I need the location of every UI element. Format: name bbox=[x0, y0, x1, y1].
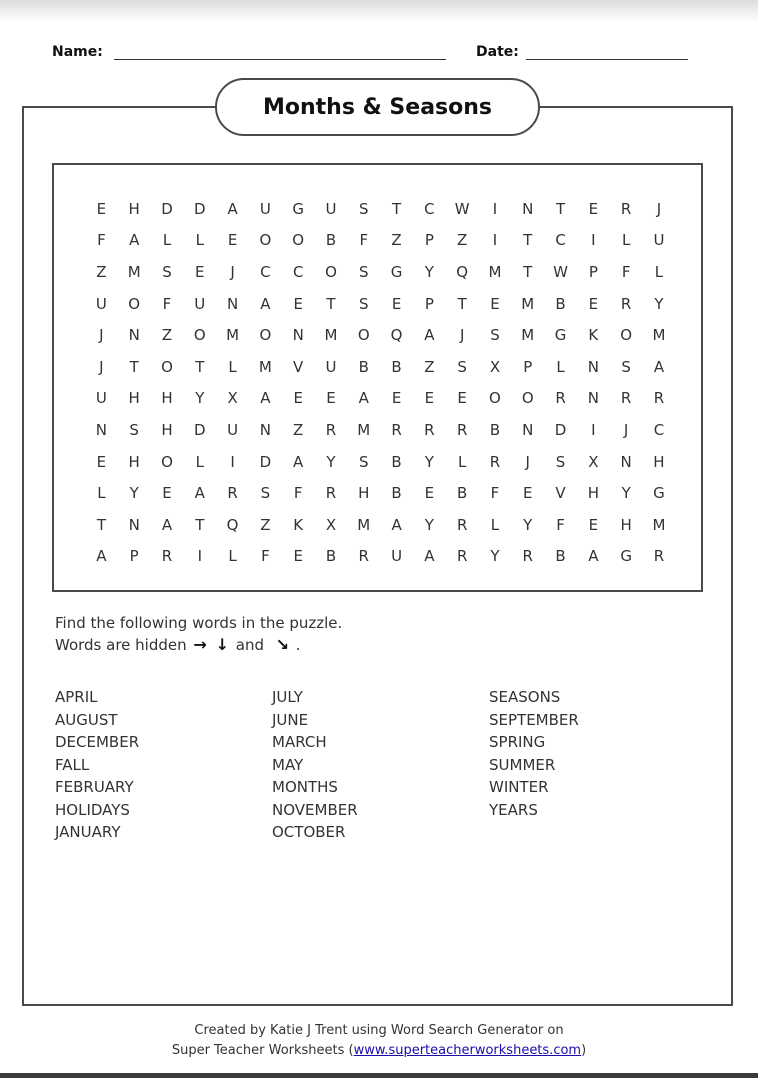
grid-letter: S bbox=[129, 420, 139, 439]
grid-letter: K bbox=[588, 326, 599, 345]
grid-row bbox=[85, 446, 675, 478]
grid-letter: M bbox=[652, 515, 666, 534]
arrow-down-icon: ↓ bbox=[215, 635, 229, 654]
grid-letter: U bbox=[325, 199, 337, 218]
grid-letter: M bbox=[521, 326, 535, 345]
grid-letter: E bbox=[523, 484, 533, 503]
grid-letter: A bbox=[260, 389, 271, 408]
grid-row bbox=[85, 541, 675, 573]
grid-row bbox=[85, 414, 675, 446]
grid-letter: Y bbox=[424, 262, 434, 281]
grid-letter: N bbox=[259, 420, 271, 439]
grid-letter: R bbox=[620, 389, 632, 408]
grid-letter: Z bbox=[161, 326, 173, 345]
grid-letter: F bbox=[162, 294, 172, 313]
grid-letter: S bbox=[359, 294, 369, 313]
grid-letter: T bbox=[555, 199, 566, 218]
grid-letter: M bbox=[357, 515, 371, 534]
grid-letter: E bbox=[293, 547, 303, 566]
grid-letter: J bbox=[623, 420, 629, 439]
grid-letter: E bbox=[96, 452, 107, 471]
grid-letter: R bbox=[358, 547, 369, 566]
grid-letter: E bbox=[195, 262, 205, 281]
grid-letter: A bbox=[227, 199, 238, 218]
grid-letter: P bbox=[424, 294, 434, 313]
word-item: DECEMBER bbox=[55, 733, 140, 751]
grid-letter: A bbox=[391, 515, 402, 534]
grid-letter: J bbox=[459, 326, 465, 345]
grid-letter: I bbox=[230, 452, 235, 471]
name-label: Name: bbox=[52, 44, 103, 60]
grid-letter: B bbox=[489, 420, 501, 439]
word-item: MONTHS bbox=[272, 778, 338, 796]
grid-letter: D bbox=[161, 199, 173, 218]
grid-letter: S bbox=[359, 199, 369, 218]
name-line bbox=[114, 59, 446, 60]
grid-letter: U bbox=[227, 420, 239, 439]
grid-letter: R bbox=[653, 547, 665, 566]
grid-letter: F bbox=[490, 484, 500, 503]
grid-letter: H bbox=[161, 420, 173, 439]
word-item: APRIL bbox=[55, 688, 98, 706]
grid-letter: E bbox=[391, 294, 402, 313]
word-item: SEPTEMBER bbox=[489, 710, 579, 729]
grid-letter: M bbox=[258, 357, 272, 376]
grid-letter: E bbox=[588, 294, 599, 313]
grid-letter: Y bbox=[424, 515, 434, 534]
grid-letter: I bbox=[591, 420, 596, 439]
grid-letter: O bbox=[357, 326, 370, 345]
grid-letter: J bbox=[656, 199, 662, 218]
grid-letter: C bbox=[653, 420, 665, 439]
grid-letter: W bbox=[553, 262, 568, 281]
word-list-column-1 bbox=[55, 686, 139, 844]
grid-letter: S bbox=[162, 262, 172, 281]
grid-letter: S bbox=[260, 484, 271, 503]
grid-letter: D bbox=[194, 199, 206, 218]
grid-letter: O bbox=[193, 326, 206, 345]
grid-letter: B bbox=[391, 357, 402, 376]
grid-letter: O bbox=[259, 231, 272, 250]
grid-letter: R bbox=[456, 547, 468, 566]
grid-letter: M bbox=[127, 262, 141, 281]
grid-letter: Y bbox=[129, 484, 139, 503]
grid-letter: R bbox=[227, 484, 238, 503]
grid-letter: Z bbox=[424, 357, 435, 376]
grid-row bbox=[85, 288, 675, 320]
grid-letter: P bbox=[424, 231, 434, 250]
grid-letter: E bbox=[227, 231, 238, 250]
grid-letter: Q bbox=[456, 262, 469, 281]
grid-letter: L bbox=[162, 231, 172, 250]
grid-row bbox=[85, 193, 675, 225]
grid-letter: M bbox=[357, 420, 371, 439]
grid-letter: A bbox=[293, 452, 304, 471]
grid-letter: O bbox=[521, 389, 534, 408]
grid-letter: O bbox=[161, 357, 173, 376]
grid-letter: R bbox=[489, 452, 501, 471]
grid-letter: M bbox=[324, 326, 338, 345]
grid-letter: T bbox=[457, 294, 467, 313]
grid-letter: A bbox=[424, 326, 435, 345]
top-shade bbox=[0, 0, 758, 22]
grid-letter: E bbox=[424, 389, 435, 408]
grid-letter: R bbox=[456, 515, 468, 534]
grid-letter: E bbox=[391, 389, 402, 408]
grid-letter: E bbox=[588, 515, 599, 534]
grid-letter: J bbox=[99, 326, 104, 345]
grid-letter: L bbox=[621, 231, 631, 250]
grid-letter: J bbox=[99, 357, 104, 376]
grid-letter: E bbox=[490, 294, 500, 313]
grid-row bbox=[85, 319, 675, 351]
grid-letter: X bbox=[489, 357, 501, 376]
grid-letter: H bbox=[128, 389, 140, 408]
grid-letter: N bbox=[587, 389, 599, 408]
grid-letter: U bbox=[653, 231, 665, 250]
grid-letter: Z bbox=[96, 262, 107, 281]
grid-letter: N bbox=[292, 326, 304, 345]
grid-letter: Y bbox=[424, 452, 434, 471]
grid-letter: S bbox=[621, 357, 631, 376]
grid-letter: I bbox=[197, 547, 202, 566]
grid-letter: M bbox=[226, 326, 240, 345]
grid-letter: R bbox=[391, 420, 402, 439]
grid-letter: H bbox=[620, 515, 632, 534]
grid-letter: H bbox=[128, 199, 140, 218]
grid-letter: E bbox=[162, 484, 172, 503]
date-label: Date: bbox=[476, 44, 519, 60]
grid-letter: N bbox=[95, 420, 108, 439]
grid-letter: S bbox=[457, 357, 467, 376]
grid-letter: A bbox=[358, 389, 369, 408]
grid-letter: R bbox=[325, 484, 337, 503]
word-item: SEASONS bbox=[489, 688, 561, 706]
grid-letter: F bbox=[293, 484, 303, 503]
grid-letter: G bbox=[390, 262, 403, 281]
grid-letter: R bbox=[456, 420, 468, 439]
grid-letter: U bbox=[259, 199, 271, 218]
grid-letter: A bbox=[260, 294, 271, 313]
grid-letter: Y bbox=[654, 294, 664, 313]
arrow-diagonal-icon: ↘ bbox=[275, 635, 289, 654]
grid-letter: C bbox=[292, 262, 304, 281]
grid-letter: O bbox=[259, 326, 272, 345]
grid-letter: Z bbox=[457, 231, 468, 250]
grid-letter: X bbox=[325, 515, 337, 534]
grid-letter: Y bbox=[326, 452, 336, 471]
grid-letter: R bbox=[620, 199, 632, 218]
grid-letter: M bbox=[521, 294, 535, 313]
grid-letter: B bbox=[358, 357, 369, 376]
word-item: OCTOBER bbox=[272, 823, 346, 841]
grid-row bbox=[85, 351, 675, 383]
grid-letter: F bbox=[556, 515, 565, 534]
grid-letter: I bbox=[492, 231, 498, 250]
grid-letter: B bbox=[457, 484, 468, 503]
grid-letter: E bbox=[326, 389, 336, 408]
word-item: YEARS bbox=[489, 800, 538, 819]
date-line bbox=[526, 59, 688, 60]
grid-letter: G bbox=[554, 326, 567, 345]
grid-letter: M bbox=[488, 262, 502, 281]
grid-letter: X bbox=[588, 452, 599, 471]
grid-letter: Z bbox=[260, 515, 271, 534]
grid-letter: E bbox=[588, 199, 599, 218]
word-item: AUGUST bbox=[55, 710, 118, 729]
grid-letter: B bbox=[391, 452, 402, 471]
grid-letter: F bbox=[261, 547, 270, 566]
grid-letter: D bbox=[554, 420, 567, 439]
grid-letter: L bbox=[490, 515, 500, 534]
grid-letter: O bbox=[620, 326, 633, 345]
grid-letter: X bbox=[227, 389, 238, 408]
grid-letter: F bbox=[359, 231, 369, 250]
grid-letter: A bbox=[424, 547, 435, 566]
grid-letter: S bbox=[359, 262, 369, 281]
grid-letter: G bbox=[653, 484, 665, 503]
grid-letter: A bbox=[161, 515, 173, 534]
word-item: JULY bbox=[272, 688, 303, 706]
grid-letter: O bbox=[489, 389, 501, 408]
grid-letter: H bbox=[161, 389, 173, 408]
grid-letter: L bbox=[654, 262, 664, 281]
grid-letter: O bbox=[128, 294, 141, 313]
grid-letter: Q bbox=[226, 515, 239, 534]
grid-letter: T bbox=[523, 262, 533, 281]
grid-letter: H bbox=[358, 484, 370, 503]
grid-letter: L bbox=[556, 357, 565, 376]
grid-letter: C bbox=[424, 199, 435, 218]
grid-letter: D bbox=[259, 452, 272, 471]
grid-letter: L bbox=[195, 231, 204, 250]
grid-letter: N bbox=[128, 326, 140, 345]
grid-letter: K bbox=[293, 515, 304, 534]
grid-letter: G bbox=[292, 199, 304, 218]
grid-letter: Y bbox=[195, 389, 205, 408]
grid-letter: L bbox=[97, 484, 106, 503]
grid-letter: H bbox=[653, 452, 665, 471]
word-item: SUMMER bbox=[489, 755, 556, 774]
grid-letter: R bbox=[522, 547, 533, 566]
grid-letter: L bbox=[195, 452, 204, 471]
grid-letter: U bbox=[95, 294, 107, 313]
grid-letter: W bbox=[454, 199, 470, 218]
footer-credit bbox=[0, 1021, 758, 1061]
grid-letter: T bbox=[326, 294, 336, 313]
grid-letter: R bbox=[161, 547, 173, 566]
grid-row bbox=[85, 509, 675, 541]
grid-letter: L bbox=[457, 452, 467, 471]
footer-line2: Super Teacher Worksheets (www.superteacherworksheets.com) bbox=[171, 1043, 587, 1058]
grid-letter: Q bbox=[390, 326, 403, 345]
grid-letter: B bbox=[325, 231, 337, 250]
grid-row bbox=[85, 225, 675, 257]
title-banner bbox=[215, 78, 540, 136]
grid-letter: A bbox=[653, 357, 665, 376]
grid-letter: E bbox=[293, 294, 303, 313]
website-link[interactable]: www.superteacherworksheets.com bbox=[353, 1043, 582, 1058]
grid-letter: H bbox=[128, 452, 140, 471]
grid-letter: U bbox=[95, 389, 107, 408]
grid-row bbox=[85, 477, 675, 509]
grid-letter: T bbox=[195, 515, 205, 534]
grid-letter: O bbox=[325, 262, 337, 281]
grid-letter: N bbox=[522, 420, 534, 439]
grid-letter: J bbox=[230, 262, 235, 281]
grid-letter: T bbox=[523, 231, 533, 250]
arrow-right-icon: → bbox=[193, 635, 207, 654]
instructions-line1: Find the following words in the puzzle. bbox=[55, 614, 343, 632]
grid-letter: R bbox=[325, 420, 337, 439]
bottom-bar bbox=[0, 1073, 758, 1078]
word-item: HOLIDAYS bbox=[55, 800, 130, 819]
grid-letter: A bbox=[588, 547, 599, 566]
grid-letter: F bbox=[621, 262, 631, 281]
grid-letter: V bbox=[555, 484, 566, 503]
instructions-line2: Words are hidden → ↓ and ↘ . bbox=[55, 635, 301, 654]
grid-letter: V bbox=[293, 357, 304, 376]
grid-letter: Z bbox=[391, 231, 402, 250]
grid-letter: B bbox=[325, 547, 337, 566]
grid-letter: P bbox=[588, 262, 598, 281]
word-item: NOVEMBER bbox=[272, 800, 358, 819]
grid-letter: H bbox=[587, 484, 599, 503]
grid-letter: I bbox=[591, 231, 596, 250]
grid-letter: E bbox=[96, 199, 107, 218]
word-item: FALL bbox=[55, 755, 90, 774]
grid-letter: L bbox=[228, 547, 237, 566]
grid-letter: F bbox=[97, 231, 106, 250]
word-list-column-2 bbox=[272, 686, 358, 844]
word-item: JUNE bbox=[272, 710, 309, 729]
word-item: SPRING bbox=[489, 733, 546, 751]
worksheet-title: Months & Seasons bbox=[262, 94, 493, 120]
grid-letter: T bbox=[129, 357, 139, 376]
grid-letter: R bbox=[555, 389, 566, 408]
grid-letter: S bbox=[359, 452, 369, 471]
grid-letter: R bbox=[653, 389, 665, 408]
grid-letter: B bbox=[391, 484, 402, 503]
grid-letter: N bbox=[522, 199, 534, 218]
grid-letter: O bbox=[161, 452, 173, 471]
grid-letter: R bbox=[424, 420, 435, 439]
grid-letter: G bbox=[620, 547, 632, 566]
grid-letter: N bbox=[587, 357, 599, 376]
grid-letter: P bbox=[523, 357, 533, 376]
grid-letter: T bbox=[96, 515, 106, 534]
grid-letter: T bbox=[391, 199, 402, 218]
grid-letter: L bbox=[228, 357, 237, 376]
grid-letter: Z bbox=[293, 420, 304, 439]
grid-letter: O bbox=[292, 231, 305, 250]
word-item: WINTER bbox=[489, 778, 549, 796]
grid-letter: U bbox=[194, 294, 206, 313]
grid-letter: I bbox=[492, 199, 498, 218]
grid-row bbox=[85, 256, 675, 288]
footer-line1: Created by Katie J Trent using Word Search Generator on bbox=[194, 1023, 564, 1038]
instructions bbox=[55, 612, 342, 656]
grid-letter: Y bbox=[490, 547, 500, 566]
grid-letter: C bbox=[260, 262, 271, 281]
grid-letter: S bbox=[490, 326, 500, 345]
word-item: MAY bbox=[272, 755, 304, 774]
grid-letter: U bbox=[325, 357, 337, 376]
grid-letter: N bbox=[226, 294, 239, 313]
grid-letter: E bbox=[293, 389, 303, 408]
grid-letter: Y bbox=[523, 515, 533, 534]
grid-letter: A bbox=[194, 484, 205, 503]
grid-letter: U bbox=[391, 547, 403, 566]
grid-letter: E bbox=[424, 484, 435, 503]
grid-letter: S bbox=[555, 452, 566, 471]
grid-letter: N bbox=[128, 515, 140, 534]
grid-letter: B bbox=[555, 547, 566, 566]
grid-letter: A bbox=[96, 547, 107, 566]
grid-letter: C bbox=[555, 231, 566, 250]
grid-letter: N bbox=[620, 452, 632, 471]
grid-letter: A bbox=[129, 231, 140, 250]
grid-letter: B bbox=[555, 294, 566, 313]
letter-grid bbox=[85, 193, 675, 572]
grid-row bbox=[85, 383, 675, 415]
grid-letter: Y bbox=[621, 484, 631, 503]
grid-letter: J bbox=[525, 452, 530, 471]
grid-letter: P bbox=[129, 547, 139, 566]
word-item: JANUARY bbox=[55, 823, 121, 841]
grid-letter: D bbox=[194, 420, 206, 439]
word-item: MARCH bbox=[272, 733, 327, 751]
grid-letter: E bbox=[457, 389, 467, 408]
grid-letter: R bbox=[620, 294, 632, 313]
grid-letter: M bbox=[652, 326, 666, 345]
word-item: FEBRUARY bbox=[55, 778, 134, 796]
word-list-column-3 bbox=[489, 686, 579, 821]
grid-letter: T bbox=[195, 357, 205, 376]
